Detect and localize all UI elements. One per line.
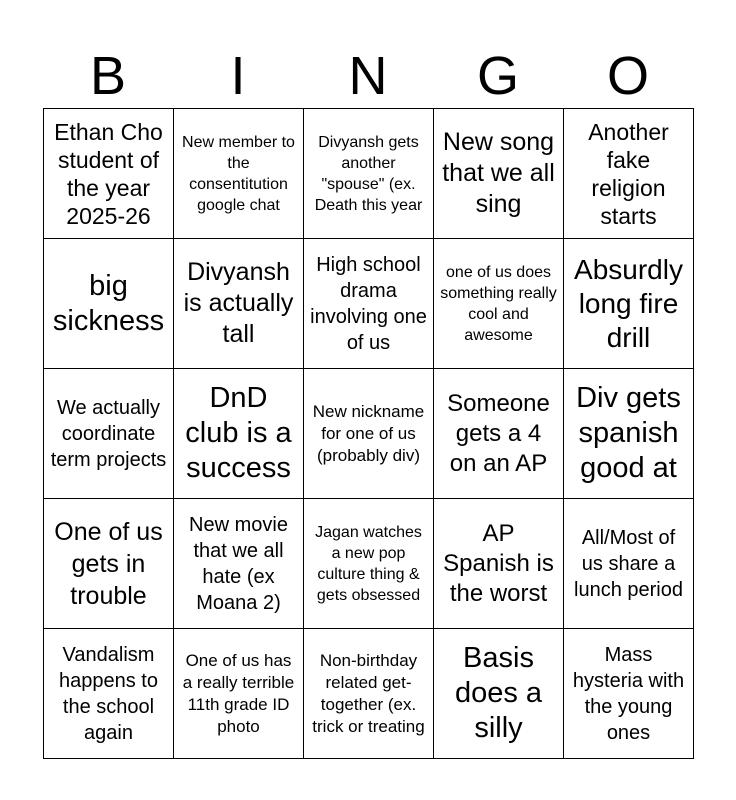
bingo-cell-r5-c3[interactable] <box>304 629 434 759</box>
bingo-cell-r1-c5[interactable] <box>564 109 694 239</box>
bingo-cell-text: All/Most of us share a lunch period <box>574 526 683 601</box>
bingo-cell-r3-c3[interactable] <box>304 369 434 499</box>
bingo-cell-r2-c4[interactable] <box>434 239 564 369</box>
bingo-cell-text: We actually coordinate term projects <box>50 396 167 471</box>
bingo-cell-r4-c4[interactable] <box>434 499 564 629</box>
bingo-cell-text: Someone gets a 4 on an AP <box>447 389 550 477</box>
bingo-cell-r3-c4[interactable] <box>434 369 564 499</box>
bingo-cell-r2-c1[interactable] <box>44 239 174 369</box>
bingo-cell-text: High school drama involving one of us <box>310 253 427 354</box>
bingo-cell-text: Mass hysteria with the young ones <box>572 643 685 744</box>
bingo-cell-r1-c1[interactable] <box>44 109 174 239</box>
bingo-cell-r3-c2[interactable] <box>174 369 304 499</box>
bingo-cell-text: Ethan Cho student of the year 2025-26 <box>54 118 163 229</box>
bingo-cell-r4-c5[interactable] <box>564 499 694 629</box>
bingo-cell-text: One of us gets in trouble <box>54 517 163 610</box>
bingo-cell-r1-c2[interactable] <box>174 109 304 239</box>
bingo-cell-text: Vandalism happens to the school again <box>59 643 158 744</box>
bingo-cell-r5-c1[interactable] <box>44 629 174 759</box>
bingo-cell-text: Divyansh is actually tall <box>183 258 294 348</box>
header-letter-o: O <box>606 46 649 106</box>
bingo-cell-r1-c3[interactable] <box>304 109 434 239</box>
bingo-cell-r3-c1[interactable] <box>44 369 174 499</box>
bingo-cell-text: One of us has a really terrible 11th grade ID photo <box>182 650 295 736</box>
bingo-cell-r4-c2[interactable] <box>174 499 304 629</box>
bingo-cell-r4-c1[interactable] <box>44 499 174 629</box>
bingo-board <box>43 108 694 759</box>
bingo-cell-text: DnD club is a success <box>185 382 292 484</box>
bingo-cell-text: Divyansh gets another "spouse" (ex. Death this year <box>314 133 423 214</box>
header-letter-g: G <box>476 46 519 106</box>
bingo-cell-text: big sickness <box>52 269 165 337</box>
bingo-cell-r5-c2[interactable] <box>174 629 304 759</box>
bingo-cell-text: Div gets spanish good at <box>576 382 681 484</box>
header-letter-b: B <box>89 46 127 106</box>
bingo-cell-r2-c2[interactable] <box>174 239 304 369</box>
bingo-cell-text: Non-birthday related get-together (ex. trick or treating <box>312 650 425 736</box>
bingo-cell-text: Another fake religion starts <box>588 118 669 229</box>
bingo-cell-r3-c5[interactable] <box>564 369 694 499</box>
header-letter-n: N <box>348 46 388 106</box>
bingo-cell-r2-c3[interactable] <box>304 239 434 369</box>
bingo-cell-text: New nickname for one of us (probably div) <box>312 401 425 465</box>
bingo-cell-text: one of us does something really cool and awesome <box>440 263 557 344</box>
bingo-header <box>43 46 693 106</box>
bingo-cell-r5-c4[interactable] <box>434 629 564 759</box>
bingo-cell-text: AP Spanish is the worst <box>443 519 554 607</box>
bingo-cell-text: New member to the consentitution google chat <box>182 133 295 214</box>
bingo-cell-r2-c5[interactable] <box>564 239 694 369</box>
header-letter-i: I <box>230 46 246 106</box>
bingo-cell-r4-c3[interactable] <box>304 499 434 629</box>
bingo-cell-r5-c5[interactable] <box>564 629 694 759</box>
bingo-cell-text: Absurdly long fire drill <box>574 253 683 353</box>
bingo-cell-text: Basis does a silly <box>454 642 543 744</box>
bingo-cell-text: New song that we all sing <box>442 128 555 218</box>
bingo-cell-r1-c4[interactable] <box>434 109 564 239</box>
bingo-cell-text: New movie that we all hate (ex Moana 2) <box>189 513 288 614</box>
bingo-cell-text: Jagan watches a new pop culture thing & gets obsessed <box>315 523 422 604</box>
